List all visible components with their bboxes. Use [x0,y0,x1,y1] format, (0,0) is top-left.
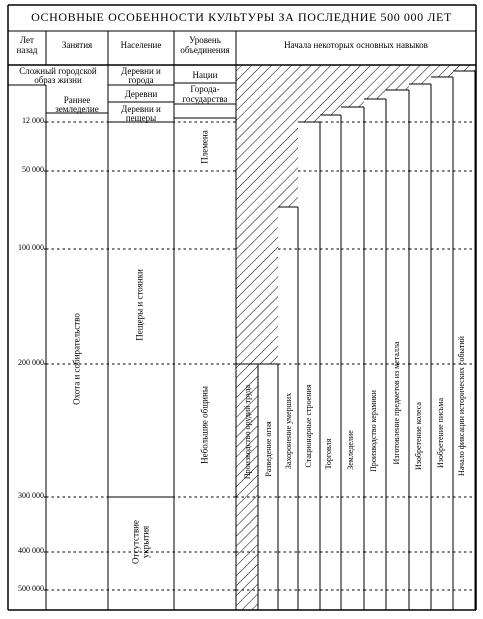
skill-label: Земледелие [346,430,355,470]
population-no-shelter-line2: укрытия [140,525,151,559]
year-label: 500 000 [18,584,44,593]
skill-label: Производство орудий труда [243,384,252,480]
skill-label: Изобретение колеса [414,402,423,470]
skill-label: Разведение огня [264,421,273,477]
year-label: 200 000 [18,358,44,367]
level-small-communities: Небольшие общины [199,386,210,464]
skill-column [321,115,342,610]
occupation-complex-line2: образ жизни [34,75,82,85]
header-years-line1: Лет [20,35,34,45]
occupation-early-farming-line1: Раннее [63,95,91,105]
population-villages-towns-line2: города [128,75,154,85]
level-city-states-line1: Города- [190,84,220,94]
occupation-complex-line1: Сложный городской [19,66,97,76]
population-villages-towns-line1: Деревни и [121,66,161,76]
skill-column [259,364,279,610]
level-tribes: Племена [199,130,210,164]
header-level-line2: объединения [180,45,230,55]
header-level-line1: Уровень [189,35,221,45]
year-label: 100 000 [18,243,44,252]
occupation-hunting: Охота и собирательство [71,313,82,405]
header-population: Население [120,40,162,50]
year-label: 400 000 [18,546,44,555]
skill-label: Изготовление предметов из металла [392,341,401,465]
skill-column [365,99,387,610]
population-caves-camps: Пещеры и стоянки [134,269,145,341]
header-skills: Начала некоторых основных навыков [284,40,428,50]
population-villages: Деревни [124,89,158,99]
skill-label: Захоронение умерших [284,392,293,470]
chart-title: ОСНОВНЫЕ ОСОБЕННОСТИ КУЛЬТУРЫ ЗА ПОСЛЕДНИЕ 500 000 ЛЕТ [31,10,452,24]
occupation-early-farming-line2: земледелие [55,104,99,114]
header-occupation: Занятия [61,40,93,50]
year-label: 12 000 [22,116,44,125]
skill-column [342,107,365,610]
skill-label: Производство керамики [369,390,378,472]
skill-column [299,122,321,610]
skill-column [432,77,454,610]
skill-label: Стационарные строения [304,384,313,468]
population-villages-caves-line1: Деревни и [121,104,161,114]
level-city-states-line2: государства [182,94,228,104]
year-label: 300 000 [18,491,44,500]
level-nations: Нации [192,70,218,80]
year-label: 50 000 [22,165,44,174]
skill-column [410,84,432,610]
skill-label: Изобретение письма [436,398,445,468]
header-years-line2: назад [16,45,38,55]
population-villages-caves-line2: пещеры [125,113,157,123]
population-no-shelter-line1: Отсутствие [130,520,141,564]
skill-label: Начало фиксации исторических событий [457,336,466,476]
skill-label: Торговля [324,438,333,470]
